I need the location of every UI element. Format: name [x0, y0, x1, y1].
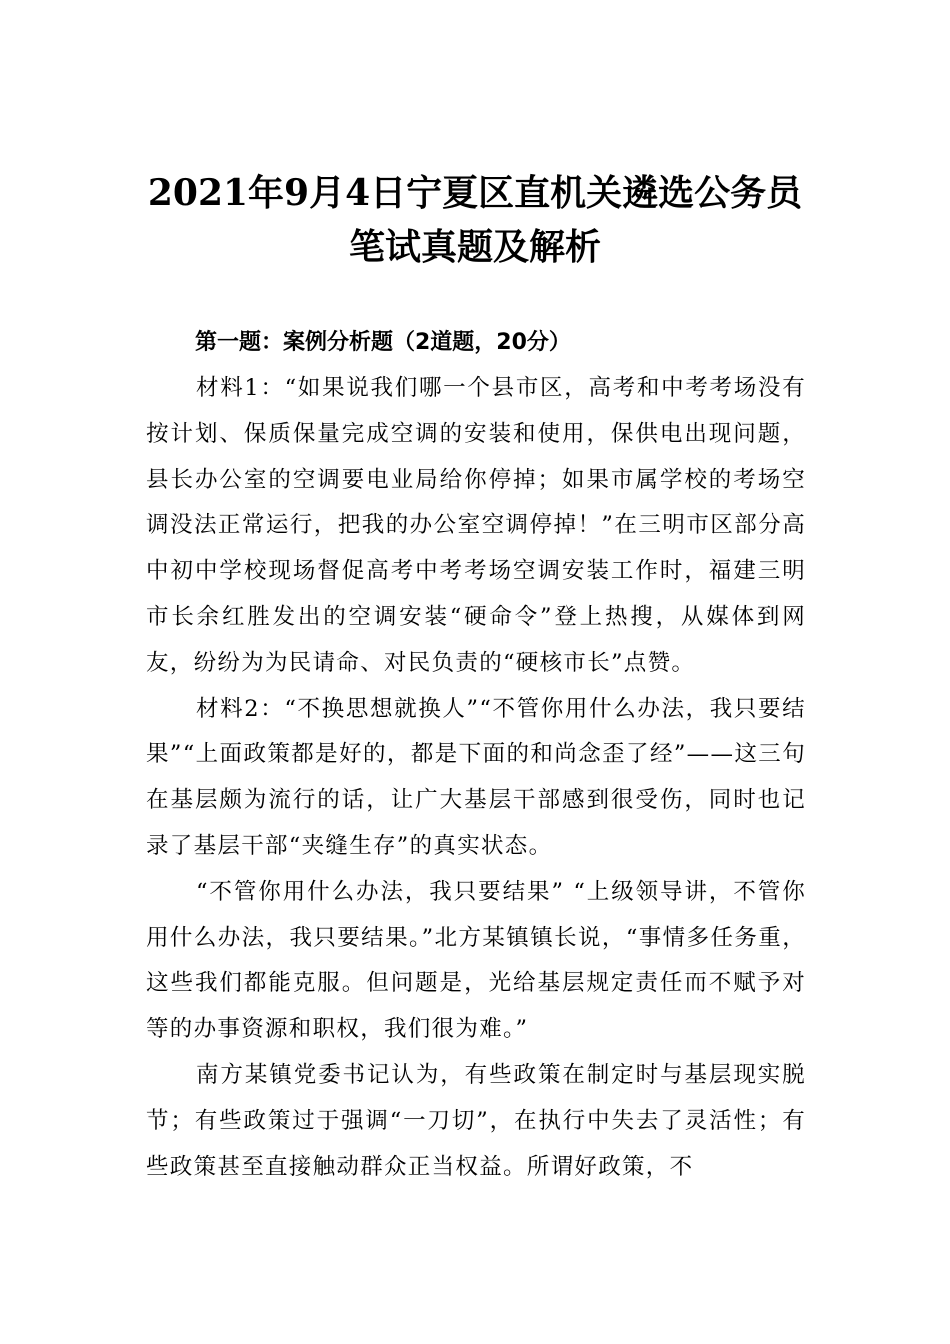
paragraph-material-2: 材料2：“不换思想就换人”“不管你用什么办法，我只要结果”“上面政策都是好的，都是下面的和尚念歪了经”——这三句在基层颇为流行的话，让广大基层干部感到很受伤，同时也记录了基层干部“夹缝生存”的真实状态。: [146, 695, 806, 859]
document-title: [120, 166, 830, 274]
title-line-2: 笔试真题及解析: [348, 226, 601, 268]
section-heading: 第一题：案例分析题（2道题，20分）: [195, 330, 571, 355]
paragraph-quote: “不管你用什么办法，我只要结果” “上级领导讲，不管你用什么办法，我只要结果。”北方某镇镇长说，“事情多任务重，这些我们都能克服。但问题是，光给基层规定责任而不赋予对等的办事资源和职权，我们很为难。”: [146, 878, 806, 1043]
document-body: [146, 366, 806, 1190]
paragraph-material-1: 材料1：“如果说我们哪一个县市区，高考和中考考场没有按计划、保质保量完成空调的安装和使用，保供电出现问题，县长办公室的空调要电业局给你停掉；如果市属学校的考场空调没法正常运行，把我的办公室空调停掉！”在三明市区部分高中初中学校现场督促高考中考考场空调安装工作时，福建三明市长余红胜发出的空调安装“硬命令”登上热搜，从媒体到网友，纷纷为为民请命、对民负责的“硬核市长”点赞。: [146, 375, 806, 676]
paragraph-south-town: 南方某镇党委书记认为，有些政策在制定时与基层现实脱节；有些政策过于强调“一刀切”，在执行中失去了灵活性；有些政策甚至直接触动群众正当权益。所谓好政策，不: [146, 1061, 806, 1180]
title-line-1: 2021年9月4日宁夏区直机关遴选公务员: [147, 172, 803, 214]
